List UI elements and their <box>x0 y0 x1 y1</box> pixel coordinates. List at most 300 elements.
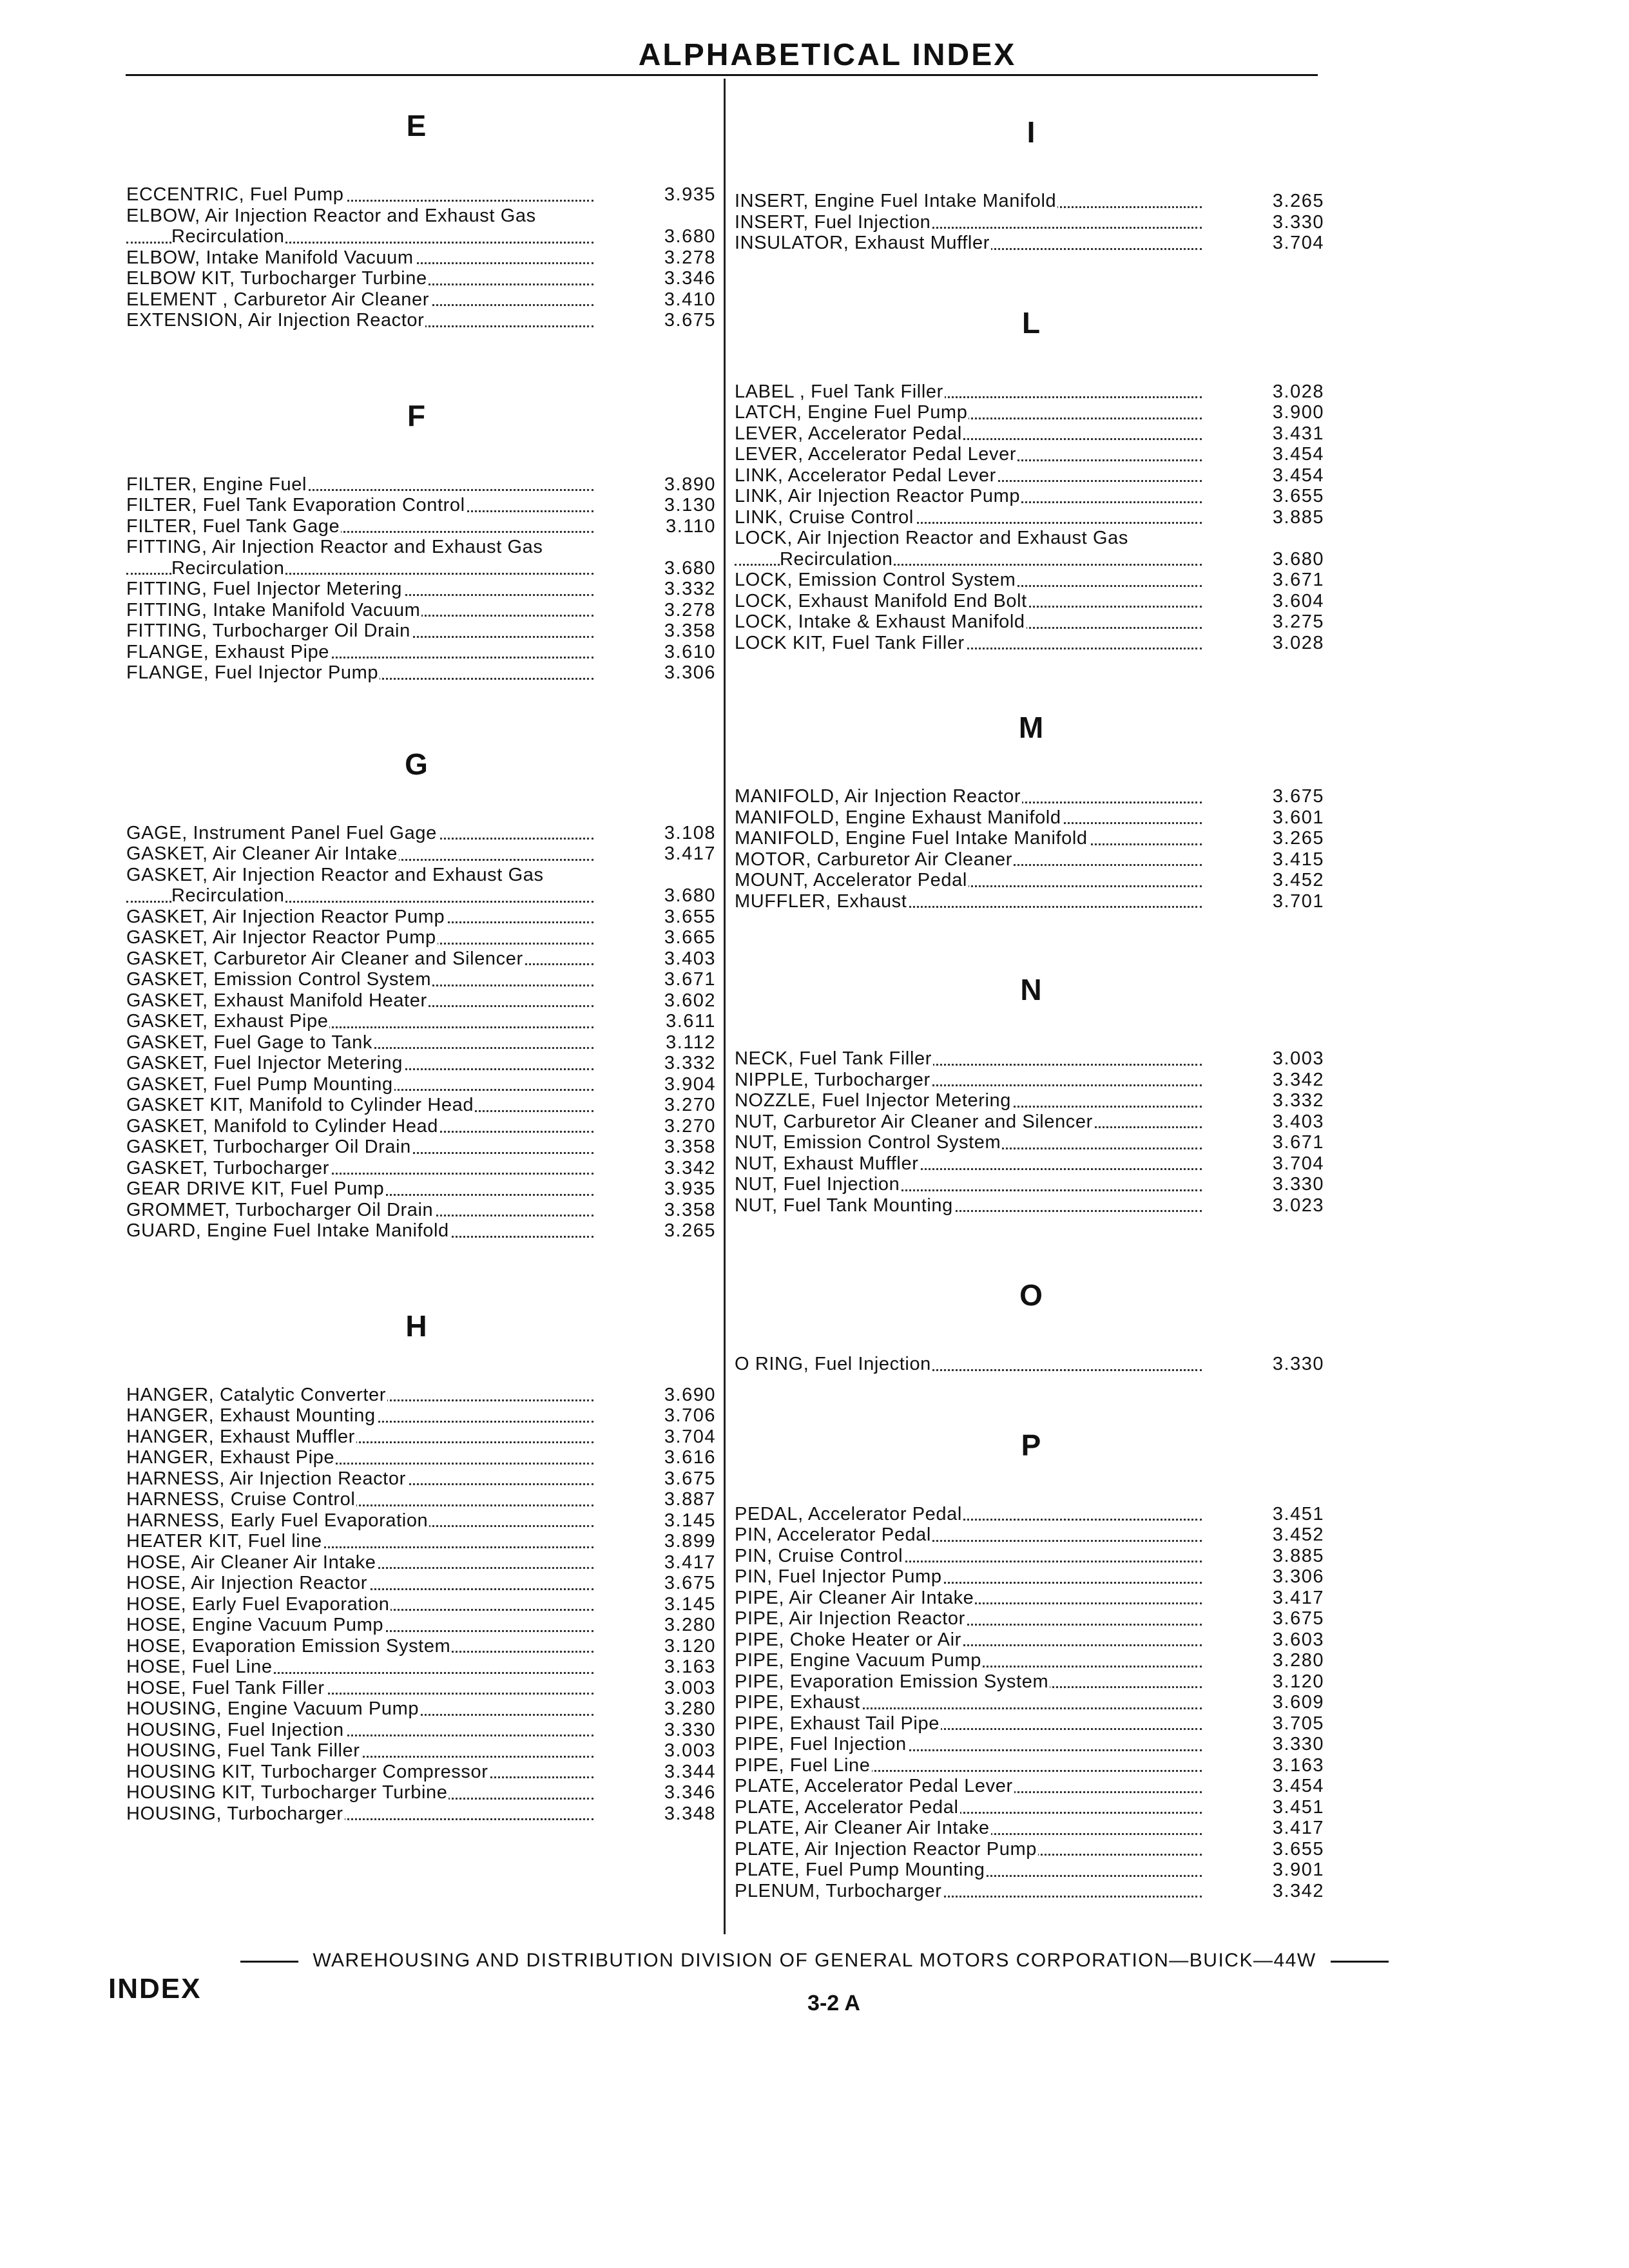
entry-page-number: 3.655 <box>1272 486 1324 506</box>
entry-list <box>126 822 716 1242</box>
index-section-n <box>735 967 1327 1216</box>
entry-continuation-row <box>126 557 716 579</box>
entry-page-number: 3.417 <box>664 1552 716 1573</box>
entry-label: GASKET, Turbocharger Oil Drain <box>126 1137 411 1157</box>
entry-leader-cell <box>735 786 1202 807</box>
entry-label: LOCK KIT, Fuel Tank Filler <box>735 632 965 653</box>
entry-leader-cell <box>735 191 1202 212</box>
index-entry <box>126 1384 716 1406</box>
entry-label: NUT, Exhaust Muffler <box>735 1153 919 1174</box>
entry-label: NOZZLE, Fuel Injector Metering <box>735 1090 1011 1111</box>
index-entry <box>126 1468 716 1490</box>
entry-label: FITTING, Air Injection Reactor and Exhaust Gas <box>126 537 543 557</box>
entry-leader-cell <box>735 1797 1202 1818</box>
index-entry <box>735 1692 1327 1713</box>
entry-leader-cell <box>126 1489 593 1510</box>
index-entry <box>126 599 716 621</box>
entry-label: GAGE, Instrument Panel Fuel Gage <box>126 822 437 843</box>
index-entry <box>126 205 716 247</box>
entry-page-number: 3.454 <box>1272 444 1324 465</box>
entry-continuation-row <box>126 885 716 907</box>
index-entry <box>126 268 716 289</box>
entry-label: LOCK, Air Injection Reactor and Exhaust Gas <box>735 528 1128 548</box>
index-entry <box>126 1178 716 1200</box>
index-entry <box>735 191 1327 212</box>
entry-label: ELBOW, Intake Manifold Vacuum <box>126 247 414 268</box>
index-entry <box>126 990 716 1012</box>
entry-page-number: 3.145 <box>664 1593 716 1615</box>
entry-page-number: 3.690 <box>664 1384 716 1405</box>
index-entry <box>126 184 716 206</box>
entry-page-number: 3.306 <box>1272 1566 1324 1587</box>
index-entry <box>126 1199 716 1221</box>
index-entry <box>735 1671 1327 1693</box>
section-letter: H <box>405 1309 427 1343</box>
entry-page-number: 3.270 <box>664 1115 716 1137</box>
index-section-e <box>126 103 716 331</box>
section-gap <box>735 1216 1327 1273</box>
entry-leader-cell <box>126 1803 593 1825</box>
entry-label: PIPE, Air Cleaner Air Intake <box>735 1587 974 1608</box>
entry-page-number: 3.671 <box>1272 570 1324 590</box>
entry-label: ECCENTRIC, Fuel Pump <box>126 184 344 205</box>
entry-page-number: 3.417 <box>1272 1587 1324 1608</box>
entry-page-number: 3.410 <box>664 289 716 310</box>
index-entry <box>735 591 1327 612</box>
entry-label: PLATE, Accelerator Pedal Lever <box>735 1776 1013 1796</box>
entry-page-number: 3.452 <box>1272 870 1324 890</box>
index-entry <box>735 1048 1327 1070</box>
entry-leader-cell <box>735 1755 1202 1776</box>
entry-label: LABEL , Fuel Tank Filler <box>735 381 943 402</box>
index-entry <box>735 1566 1327 1588</box>
entry-page-number: 3.671 <box>664 969 716 990</box>
entry-list <box>735 1048 1327 1216</box>
entry-leader-cell <box>126 1594 593 1615</box>
entry-leader-cell <box>126 268 593 289</box>
index-entry <box>735 849 1327 870</box>
entry-leader-cell <box>126 1405 593 1427</box>
entry-label: GASKET, Carburetor Air Cleaner and Silencer <box>126 948 523 969</box>
entry-page-number: 3.342 <box>1272 1069 1324 1090</box>
entry-label: PLATE, Air Cleaner Air Intake <box>735 1818 990 1838</box>
entry-label: O RING, Fuel Injection <box>735 1354 931 1374</box>
entry-label: HOUSING, Turbocharger <box>126 1803 343 1824</box>
entry-label: PIPE, Exhaust Tail Pipe <box>735 1713 940 1734</box>
section-letter: E <box>406 109 427 142</box>
entry-list <box>735 381 1327 654</box>
index-entry <box>735 1504 1327 1525</box>
entry-page-number: 3.112 <box>666 1032 716 1053</box>
index-entry <box>735 1755 1327 1776</box>
entry-leader-cell <box>126 1074 593 1095</box>
entry-leader-cell <box>126 1137 593 1158</box>
entry-page-number: 3.900 <box>1272 402 1324 423</box>
index-entry <box>126 1011 716 1032</box>
index-entry <box>126 1573 716 1594</box>
entry-leader-cell <box>126 1657 593 1678</box>
entry-leader-cell <box>126 843 593 865</box>
entry-leader-cell <box>735 1629 1202 1651</box>
entry-label: GASKET, Air Injector Reactor Pump <box>126 927 436 948</box>
entry-label: NIPPLE, Turbocharger <box>735 1069 930 1090</box>
index-entry <box>126 1615 716 1636</box>
entry-leader-cell <box>126 1510 593 1532</box>
entry-leader-cell <box>735 1132 1202 1153</box>
entry-leader-cell <box>126 184 593 206</box>
entry-page-number: 3.120 <box>664 1635 716 1657</box>
entry-leader-cell <box>126 558 593 579</box>
entry-label: LEVER, Accelerator Pedal Lever <box>735 444 1017 465</box>
entry-label: GASKET, Fuel Pump Mounting <box>126 1073 393 1095</box>
entry-page-number: 3.278 <box>664 247 716 268</box>
index-entry <box>735 1608 1327 1629</box>
index-entry <box>735 891 1327 912</box>
index-entry <box>735 1524 1327 1546</box>
column-divider <box>724 79 726 1934</box>
index-entry <box>126 1137 716 1158</box>
entry-label: HEATER KIT, Fuel line <box>126 1531 322 1552</box>
entry-page-number: 3.332 <box>664 1053 716 1073</box>
index-entry <box>126 969 716 990</box>
section-gap <box>126 331 706 393</box>
index-entry <box>735 1111 1327 1133</box>
index-entry <box>735 870 1327 891</box>
footer-page-number: 3-2 A <box>807 1991 860 2015</box>
entry-leader-cell <box>735 1546 1202 1567</box>
entry-page-number: 3.342 <box>1272 1880 1324 1901</box>
entry-page-number: 3.935 <box>664 184 716 205</box>
section-gap <box>126 1242 706 1303</box>
entry-label: HOUSING, Engine Vacuum Pump <box>126 1698 419 1719</box>
entry-label: LOCK, Intake & Exhaust Manifold <box>735 611 1025 632</box>
index-section-g <box>126 742 716 1242</box>
index-entry <box>126 1782 716 1803</box>
entry-page-number: 3.602 <box>664 990 716 1011</box>
index-entry <box>735 233 1327 254</box>
entry-page-number: 3.003 <box>664 1740 716 1761</box>
entry-leader-cell <box>735 423 1202 445</box>
entry-label: GASKET, Fuel Injector Metering <box>126 1053 403 1073</box>
entry-page-number: 3.028 <box>1272 381 1324 402</box>
entry-label: HOSE, Fuel Tank Filler <box>126 1677 325 1698</box>
entry-page-number: 3.665 <box>664 927 716 948</box>
entry-leader-cell <box>126 310 593 331</box>
entry-label: HOSE, Air Injection Reactor <box>126 1573 368 1593</box>
entry-leader-cell <box>735 1354 1202 1375</box>
index-entry <box>735 1090 1327 1111</box>
entry-leader-cell <box>126 600 593 621</box>
index-section-p <box>735 1423 1327 1902</box>
entry-label: PIN, Accelerator Pedal <box>735 1524 931 1545</box>
entry-label: GASKET, Fuel Gage to Tank <box>126 1032 372 1053</box>
section-gap <box>735 653 1327 705</box>
entry-leader-cell <box>126 1116 593 1137</box>
entry-leader-cell <box>735 1090 1202 1111</box>
entry-page-number: 3.108 <box>664 822 716 843</box>
entry-page-number: 3.348 <box>664 1803 716 1824</box>
entry-leader-cell <box>126 1385 593 1406</box>
index-entry <box>126 1677 716 1699</box>
entry-label: MANIFOLD, Air Injection Reactor <box>735 786 1021 807</box>
entry-leader-cell <box>735 591 1202 612</box>
entry-leader-cell <box>735 1504 1202 1525</box>
index-section-i <box>735 110 1327 254</box>
entry-label: GASKET, Air Injection Reactor Pump <box>126 906 445 927</box>
entry-label: GASKET, Manifold to Cylinder Head <box>126 1115 439 1137</box>
index-entry <box>126 864 716 907</box>
entry-page-number: 3.704 <box>1272 1153 1324 1174</box>
entry-leader-cell <box>735 233 1202 254</box>
entry-label: NECK, Fuel Tank Filler <box>735 1048 932 1069</box>
entry-page-number: 3.003 <box>664 1677 716 1698</box>
entry-leader-cell <box>735 633 1202 654</box>
section-gap <box>735 912 1327 967</box>
entry-page-number: 3.704 <box>664 1426 716 1447</box>
entry-leader-cell <box>126 1468 593 1490</box>
entry-page-number: 3.330 <box>1272 211 1324 233</box>
index-entry <box>126 620 716 642</box>
entry-leader-cell <box>126 1158 593 1179</box>
index-entry <box>735 465 1327 486</box>
index-entry <box>735 1839 1327 1860</box>
entry-leader-cell <box>735 891 1202 912</box>
entry-label-continuation: Recirculation <box>171 226 285 247</box>
entry-leader-cell <box>126 1762 593 1783</box>
index-entry <box>735 444 1327 465</box>
entry-leader-cell <box>126 1032 593 1053</box>
index-section-o <box>735 1273 1327 1375</box>
entry-label: FILTER, Fuel Tank Evaporation Control <box>126 495 465 515</box>
entry-label: FITTING, Intake Manifold Vacuum <box>126 599 421 620</box>
index-entry <box>735 570 1327 591</box>
entry-leader-cell <box>126 907 593 928</box>
entry-leader-cell <box>735 486 1202 507</box>
entry-leader-cell <box>735 1174 1202 1195</box>
entry-page-number: 3.358 <box>664 1137 716 1157</box>
entry-label: GUARD, Engine Fuel Intake Manifold <box>126 1220 449 1241</box>
entry-page-number: 3.899 <box>664 1531 716 1552</box>
index-entry <box>735 828 1327 849</box>
entry-leader-cell <box>126 1698 593 1720</box>
entry-page-number: 3.330 <box>1272 1174 1324 1195</box>
entry-page-number: 3.680 <box>1272 548 1324 570</box>
index-entry <box>126 1095 716 1116</box>
index-entry <box>126 927 716 948</box>
index-entry <box>126 1489 716 1510</box>
entry-page-number: 3.604 <box>1272 590 1324 611</box>
entry-page-number: 3.346 <box>664 1782 716 1803</box>
entry-page-number: 3.130 <box>664 495 716 515</box>
entry-page-number: 3.120 <box>1272 1671 1324 1692</box>
entry-leader-cell <box>126 289 593 311</box>
entry-leader-cell <box>735 465 1202 486</box>
index-entry <box>126 843 716 865</box>
entry-label: GASKET, Emission Control System <box>126 969 432 990</box>
entry-label: FITTING, Turbocharger Oil Drain <box>126 620 410 641</box>
entry-list <box>735 1504 1327 1902</box>
entry-leader-cell <box>126 1011 593 1032</box>
entry-label: EXTENSION, Air Injection Reactor <box>126 310 425 331</box>
entry-label: NUT, Carburetor Air Cleaner and Silencer <box>735 1111 1093 1132</box>
entry-label: HANGER, Catalytic Converter <box>126 1384 386 1405</box>
index-entry <box>126 1803 716 1825</box>
index-entry <box>735 1546 1327 1567</box>
entry-leader-cell <box>126 885 593 907</box>
entry-page-number: 3.023 <box>1272 1195 1324 1216</box>
entry-page-number: 3.028 <box>1272 632 1324 653</box>
entry-label: FLANGE, Fuel Injector Pump <box>126 662 379 683</box>
section-letter: M <box>1018 711 1044 744</box>
entry-leader-cell <box>735 1195 1202 1216</box>
index-entry <box>126 495 716 516</box>
section-letter: N <box>1020 973 1042 1006</box>
entry-page-number: 3.145 <box>664 1510 716 1531</box>
right-column <box>735 110 1327 1901</box>
entry-leader-cell <box>735 1153 1202 1175</box>
entry-page-number: 3.330 <box>664 1719 716 1740</box>
entry-label: PLATE, Accelerator Pedal <box>735 1796 959 1818</box>
entry-label: INSULATOR, Exhaust Muffler <box>735 233 990 253</box>
entry-page-number: 3.655 <box>664 906 716 927</box>
section-letter: P <box>1021 1428 1041 1462</box>
entry-page-number: 3.705 <box>1272 1713 1324 1734</box>
entry-page-number: 3.904 <box>664 1073 716 1095</box>
entry-label: LATCH, Engine Fuel Pump <box>735 402 968 423</box>
index-entry <box>126 1531 716 1552</box>
entry-page-number: 3.265 <box>1272 191 1324 211</box>
entry-leader-cell <box>126 1636 593 1657</box>
entry-list <box>126 184 716 331</box>
entry-page-number: 3.330 <box>1272 1354 1324 1374</box>
entry-leader-cell <box>735 828 1202 849</box>
index-entry <box>735 786 1327 807</box>
entry-label: HOUSING KIT, Turbocharger Compressor <box>126 1761 488 1782</box>
index-section-h <box>126 1303 716 1825</box>
index-entry <box>735 1354 1327 1375</box>
index-entry <box>126 1426 716 1448</box>
entry-page-number: 3.887 <box>664 1489 716 1510</box>
entry-page-number: 3.706 <box>664 1405 716 1426</box>
entry-leader-cell <box>126 1740 593 1762</box>
section-gap <box>126 684 706 742</box>
entry-leader-cell <box>126 516 593 537</box>
entry-leader-cell <box>735 849 1202 870</box>
entry-label: PIPE, Engine Vacuum Pump <box>735 1650 982 1671</box>
entry-page-number: 3.332 <box>1272 1090 1324 1111</box>
entry-page-number: 3.431 <box>1272 423 1324 444</box>
entry-label: LINK, Cruise Control <box>735 506 914 528</box>
index-entry <box>126 1157 716 1179</box>
index-entry <box>126 1552 716 1573</box>
entry-leader-cell <box>735 1713 1202 1735</box>
entry-page-number: 3.265 <box>1272 828 1324 849</box>
entry-label: PIPE, Fuel Line <box>735 1754 871 1776</box>
index-entry <box>126 1593 716 1615</box>
section-letter: G <box>405 747 428 781</box>
index-entry <box>735 1629 1327 1651</box>
index-entry <box>126 1032 716 1053</box>
index-entry <box>735 1734 1327 1755</box>
index-entry <box>126 289 716 311</box>
entry-page-number: 3.885 <box>1272 1545 1324 1566</box>
entry-page-number: 3.610 <box>664 641 716 662</box>
entry-label: FLANGE, Exhaust Pipe <box>126 641 330 662</box>
entry-leader-cell <box>126 1053 593 1074</box>
index-entry <box>735 633 1327 654</box>
entry-label: HANGER, Exhaust Mounting <box>126 1405 376 1426</box>
entry-label: FITTING, Fuel Injector Metering <box>126 579 402 599</box>
entry-page-number: 3.680 <box>664 557 716 579</box>
index-entry <box>126 515 716 537</box>
index-entry <box>126 1635 716 1657</box>
index-entry <box>735 1132 1327 1153</box>
entry-leader-cell <box>735 1588 1202 1609</box>
entry-leader-cell <box>126 1678 593 1699</box>
entry-label: INSERT, Fuel Injection <box>735 211 931 233</box>
entry-leader-cell <box>126 1178 593 1200</box>
index-entry <box>126 1073 716 1095</box>
index-section-l <box>735 300 1327 654</box>
entry-label: HANGER, Exhaust Pipe <box>126 1447 335 1468</box>
entry-leader-cell <box>735 1860 1202 1881</box>
footer-dash-right <box>1331 1961 1389 1963</box>
entry-leader-cell <box>735 1818 1202 1839</box>
entry-label: NUT, Fuel Injection <box>735 1174 900 1195</box>
entry-label: HARNESS, Cruise Control <box>126 1489 356 1510</box>
entry-label: NUT, Fuel Tank Mounting <box>735 1195 953 1216</box>
entry-label: HARNESS, Air Injection Reactor <box>126 1468 406 1489</box>
section-letter: F <box>407 398 426 432</box>
entry-label: GASKET KIT, Manifold to Cylinder Head <box>126 1095 474 1115</box>
index-entry <box>126 474 716 495</box>
entry-page-number: 3.675 <box>664 310 716 331</box>
section-gap <box>735 254 1327 300</box>
entry-page-number: 3.704 <box>1272 233 1324 253</box>
entry-label: ELBOW KIT, Turbocharger Turbine <box>126 268 427 289</box>
footer-publisher-text: WAREHOUSING AND DISTRIBUTION DIVISION OF GENERAL MOTORS CORPORATION—BUICK—44W <box>313 1950 1316 1971</box>
footer-dash-left <box>240 1961 298 1963</box>
entry-page-number: 3.701 <box>1272 890 1324 912</box>
entry-page-number: 3.110 <box>666 515 716 537</box>
entry-label: MOUNT, Accelerator Pedal <box>735 870 967 890</box>
entry-label: GASKET, Air Cleaner Air Intake <box>126 843 398 864</box>
entry-leader-cell <box>735 549 1202 570</box>
index-entry <box>126 1447 716 1468</box>
entry-leader-cell <box>735 1839 1202 1860</box>
entry-label-continuation: Recirculation <box>171 557 285 579</box>
entry-page-number: 3.454 <box>1272 465 1324 486</box>
entry-continuation-row <box>735 549 1327 570</box>
index-entry <box>735 1797 1327 1818</box>
entry-leader-cell <box>735 1671 1202 1693</box>
index-entry <box>126 310 716 331</box>
entry-leader-cell <box>126 1200 593 1221</box>
entry-label: HOUSING KIT, Turbocharger Turbine <box>126 1782 448 1803</box>
section-letter: L <box>1021 305 1041 340</box>
entry-label: GASKET, Air Injection Reactor and Exhaust Gas <box>126 864 544 885</box>
entry-leader-cell <box>735 381 1202 403</box>
section-gap <box>735 1375 1327 1423</box>
entry-leader-cell <box>735 1048 1202 1070</box>
entry-label: HOUSING, Fuel Tank Filler <box>126 1740 360 1761</box>
index-entry <box>126 1053 716 1074</box>
entry-page-number: 3.330 <box>1272 1734 1324 1754</box>
entry-page-number: 3.278 <box>664 599 716 620</box>
entry-label-continuation: Recirculation <box>171 885 285 906</box>
entry-list <box>735 191 1327 254</box>
entry-leader-cell <box>126 1720 593 1741</box>
